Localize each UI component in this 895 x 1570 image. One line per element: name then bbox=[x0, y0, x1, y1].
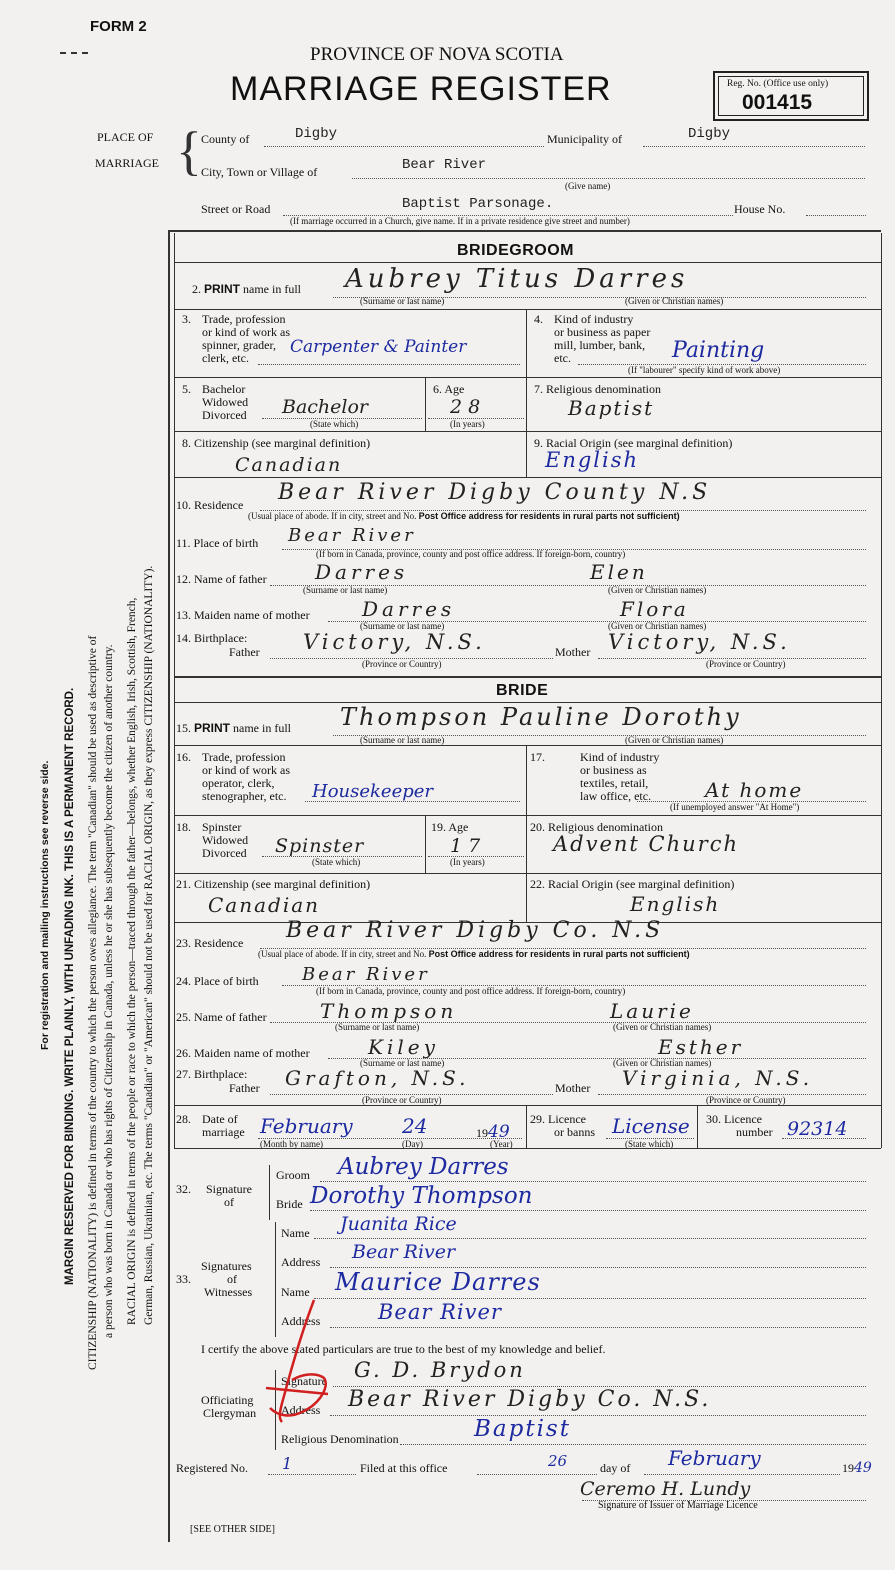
marriage-year-suffix: 49 bbox=[488, 1122, 510, 1142]
groom-birthplace-label: 11. Place of birth bbox=[176, 536, 259, 550]
page-title: MARRIAGE REGISTER bbox=[230, 70, 612, 108]
licence-label-1: 29. Licence bbox=[530, 1112, 586, 1126]
year-note: (Year) bbox=[490, 1139, 513, 1149]
groom-racial: English bbox=[545, 448, 640, 472]
bride-residence-note-bold: Post Office address for residents in rural parts not sufficient) bbox=[428, 949, 690, 959]
groom-print-label: name in full bbox=[243, 282, 301, 296]
marriage-year-prefix: 19 bbox=[476, 1126, 488, 1140]
bride-section-title: BRIDE bbox=[496, 682, 549, 699]
sig-label-1: Signature bbox=[206, 1182, 252, 1196]
marriage-month: February bbox=[260, 1114, 353, 1138]
groom-print-bold: PRINT bbox=[204, 282, 240, 296]
bride-status: Spinster bbox=[275, 835, 365, 857]
date-label-1: Date of bbox=[202, 1112, 238, 1126]
witness-1-name: Juanita Rice bbox=[340, 1213, 457, 1235]
groom-trade: Carpenter & Painter bbox=[290, 337, 467, 357]
bride-bp-mother-label: Mother bbox=[555, 1081, 591, 1095]
margin-instructions: For registration and mailing instructions see reverse side. bbox=[39, 760, 51, 1050]
groom-bp-father-label: Father bbox=[229, 645, 260, 659]
issuer-signature: Ceremo H. Lundy bbox=[580, 1478, 751, 1500]
clergy-signature: G. D. Brydon bbox=[354, 1358, 526, 1382]
licence-no-label-2: number bbox=[736, 1125, 773, 1139]
groom-bp-mother-label: Mother bbox=[555, 645, 591, 659]
bride-status-label-2: Widowed bbox=[202, 833, 249, 847]
groom-industry-label-4: etc. bbox=[554, 351, 571, 365]
bride-status-label-3: Divorced bbox=[202, 846, 247, 860]
sig-label-2: of bbox=[224, 1195, 234, 1209]
bride-bp-father-label: Father bbox=[229, 1081, 260, 1095]
groom-racial-label: 9. Racial Origin (see marginal definition) bbox=[534, 436, 733, 450]
licence-note: (State which) bbox=[625, 1139, 674, 1149]
bride-trade-num: 16. bbox=[176, 750, 191, 764]
groom-residence-label: 10. Residence bbox=[176, 498, 244, 512]
groom-trade-label-3: spinner, grader, bbox=[202, 338, 277, 352]
groom-sig-label: Groom bbox=[276, 1168, 310, 1182]
bride-age-label: 19. Age bbox=[431, 820, 469, 834]
witness-label-1: Signatures bbox=[201, 1259, 252, 1273]
groom-status-label-3: Divorced bbox=[202, 408, 247, 422]
see-other-side: [SEE OTHER SIDE] bbox=[190, 1524, 275, 1535]
red-ink-mark bbox=[262, 1296, 334, 1428]
clergy-denomination: Baptist bbox=[474, 1416, 571, 1442]
house-label: House No. bbox=[734, 202, 786, 216]
reg-number-box bbox=[713, 71, 869, 121]
witness-label-2: of bbox=[227, 1272, 237, 1286]
bride-father-given-note: (Given or Christian names) bbox=[613, 1022, 712, 1032]
margin-citizenship-2: a person who was born in Canada or who has rights of Citizenship in Canada, unless he or she has subsequently become the citizen of another country. bbox=[103, 644, 115, 1338]
registered-label: Registered No. bbox=[176, 1461, 248, 1475]
filed-label: Filed at this office bbox=[360, 1461, 448, 1475]
province-heading: PROVINCE OF NOVA SCOTIA bbox=[310, 44, 564, 65]
bride-print-bold: PRINT bbox=[194, 721, 230, 735]
bride-birthplace-label: 24. Place of birth bbox=[176, 974, 259, 988]
groom-father-surname: Darres bbox=[315, 560, 409, 584]
bride-mother-surname: Kiley bbox=[368, 1035, 439, 1059]
bride-trade-label-1: Trade, profession bbox=[202, 750, 286, 764]
groom-citizen: Canadian bbox=[235, 454, 343, 476]
sig-num: 32. bbox=[176, 1182, 191, 1196]
groom-state-which: (State which) bbox=[310, 419, 359, 429]
bride-trade-label-4: stenographer, etc. bbox=[202, 789, 287, 803]
bride-name: Thompson Pauline Dorothy bbox=[340, 703, 742, 731]
reg-number: 001415 bbox=[742, 91, 813, 114]
groom-status-label-2: Widowed bbox=[202, 395, 249, 409]
w1-address-label: Address bbox=[281, 1255, 321, 1269]
groom-bp-mother: Victory, N.S. bbox=[608, 630, 791, 654]
bride-birthplace-note: (If born in Canada, province, county and post office address. If foreign-born, country) bbox=[316, 986, 626, 996]
groom-labourer-note: (If "labourer" specify kind of work above) bbox=[628, 365, 781, 375]
groom-residence-note: (Usual place of abode. If in city, street and No. bbox=[248, 511, 417, 521]
witness-num: 33. bbox=[176, 1272, 191, 1286]
bride-citizen: Canadian bbox=[208, 893, 321, 917]
groom-age: 28 bbox=[450, 396, 487, 418]
month-note: (Month by name) bbox=[260, 1139, 323, 1149]
groom-religion: Baptist bbox=[568, 396, 655, 420]
groom-status-label-1: Bachelor bbox=[202, 382, 246, 396]
certify-statement: I certify the above stated particulars are true to the best of my knowledge and belief. bbox=[201, 1342, 606, 1356]
bride-father-label: 25. Name of father bbox=[176, 1010, 267, 1024]
city-value: Bear River bbox=[402, 157, 487, 173]
bride-religion: Advent Church bbox=[553, 832, 739, 856]
groom-bp-label: 14. Birthplace: bbox=[176, 631, 248, 645]
groom-bp-father-note: (Province or Country) bbox=[362, 659, 442, 669]
groom-mother-surname-note: (Surname or last name) bbox=[360, 621, 445, 631]
date-label-2: marriage bbox=[202, 1125, 245, 1139]
issuer-label: Signature of Issuer of Marriage Licence bbox=[598, 1500, 758, 1511]
margin-citizenship-1: CITIZENSHIP (NATIONALITY) is defined in terms of the country to which the person owes allegiance. The term "Canadian" should be used as descriptive of bbox=[87, 635, 99, 1370]
w2-name-label: Name bbox=[281, 1285, 310, 1299]
bride-given-note: (Given or Christian names) bbox=[625, 735, 724, 745]
groom-mother-surname: Darres bbox=[362, 597, 456, 621]
groom-bp-mother-note: (Province or Country) bbox=[706, 659, 786, 669]
street-note: (If marriage occurred in a Church, give name. If in a private residence give street and number) bbox=[290, 216, 630, 226]
groom-trade-num: 3. bbox=[182, 312, 191, 326]
bride-father-surname-note: (Surname or last name) bbox=[335, 1022, 420, 1032]
margin-binding: MARGIN RESERVED FOR BINDING. WRITE PLAINLY, WITH UNFADING INK. THIS IS A PERMANENT RECORD. bbox=[64, 687, 76, 1285]
groom-bp-father: Victory, N.S. bbox=[303, 630, 486, 654]
groom-surname-note: (Surname or last name) bbox=[360, 296, 445, 306]
groom-residence-note-bold: Post Office address for residents in rural parts not sufficient) bbox=[418, 511, 680, 521]
groom-name: Aubrey Titus Darres bbox=[345, 264, 689, 294]
groom-age-label: 6. Age bbox=[433, 382, 465, 396]
bride-industry-label-1: Kind of industry bbox=[580, 750, 660, 764]
bride-residence-label: 23. Residence bbox=[176, 936, 244, 950]
groom-residence: Bear River Digby County N.S bbox=[278, 480, 712, 505]
licence-number: 92314 bbox=[787, 1118, 848, 1140]
place-heading-1: PLACE OF bbox=[97, 130, 154, 144]
bride-industry-label-4: law office, etc. bbox=[580, 789, 652, 803]
bride-status-label-1: Spinster bbox=[202, 820, 242, 834]
bride-surname-note: (Surname or last name) bbox=[360, 735, 445, 745]
witness-1-address: Bear River bbox=[352, 1241, 456, 1263]
reg-label: Reg. No. bbox=[727, 79, 762, 89]
groom-mother-label: 13. Maiden name of mother bbox=[176, 608, 310, 622]
registered-number: 1 bbox=[282, 1454, 293, 1473]
groom-birthplace-note: (If born in Canada, province, county and post office address. If foreign-born, country) bbox=[316, 549, 626, 559]
bride-citizen-label: 21. Citizenship (see marginal definition) bbox=[176, 877, 371, 891]
marriage-day: 24 bbox=[402, 1114, 428, 1138]
bride-religion-label: 20. Religious denomination bbox=[530, 820, 663, 834]
bride-bp-mother-note: (Province or Country) bbox=[706, 1095, 786, 1105]
w2-address-label: Address bbox=[281, 1314, 321, 1328]
bride-mother-label: 26. Maiden name of mother bbox=[176, 1046, 310, 1060]
bride-residence: Bear River Digby Co. N.S bbox=[286, 918, 665, 943]
groom-religion-label: 7. Religious denomination bbox=[534, 382, 661, 396]
day-of-label: day of bbox=[600, 1461, 631, 1475]
groom-father-given: Elen bbox=[590, 560, 648, 584]
bride-print-label: name in full bbox=[233, 721, 291, 735]
bride-residence-note: (Usual place of abode. If in city, street and No. bbox=[258, 949, 427, 959]
licence-label-2: or banns bbox=[554, 1125, 595, 1139]
groom-print-num: 2. bbox=[192, 282, 201, 296]
groom-industry-num: 4. bbox=[534, 312, 543, 326]
witness-2-address: Bear River bbox=[378, 1300, 502, 1324]
clergy-denomination-label: Religious Denomination bbox=[281, 1432, 399, 1446]
witness-2-name: Maurice Darres bbox=[335, 1268, 541, 1296]
clergy-address-label: Address bbox=[281, 1403, 321, 1417]
street-label: Street or Road bbox=[201, 202, 271, 216]
bride-racial: English bbox=[630, 892, 721, 916]
groom-industry-label-1: Kind of industry bbox=[554, 312, 634, 326]
bride-in-years: (In years) bbox=[450, 857, 485, 867]
bride-racial-label: 22. Racial Origin (see marginal definition) bbox=[530, 877, 735, 891]
filed-month: February bbox=[668, 1446, 761, 1470]
corner-mark bbox=[60, 52, 88, 54]
groom-status: Bachelor bbox=[282, 396, 369, 418]
groom-mother-given-note: (Given or Christian names) bbox=[608, 621, 707, 631]
county-value: Digby bbox=[295, 126, 338, 142]
form-number: FORM 2 bbox=[90, 18, 147, 35]
county-label: County of bbox=[201, 132, 250, 146]
clergy-label-2: Clergyman bbox=[203, 1406, 257, 1420]
groom-trade-label-1: Trade, profession bbox=[202, 312, 286, 326]
bride-mother-surname-note: (Surname or last name) bbox=[360, 1058, 445, 1068]
bride-mother-given-note: (Given or Christian names) bbox=[613, 1058, 712, 1068]
groom-status-num: 5. bbox=[182, 382, 191, 396]
witness-label-3: Witnesses bbox=[204, 1285, 253, 1299]
groom-birthplace: Bear River bbox=[288, 525, 416, 546]
groom-trade-label-2: or kind of work as bbox=[202, 325, 290, 339]
bride-trade-label-2: or kind of work as bbox=[202, 763, 290, 777]
filed-year-suffix: 49 bbox=[854, 1460, 872, 1476]
groom-father-surname-note: (Surname or last name) bbox=[303, 585, 388, 595]
groom-citizen-label: 8. Citizenship (see marginal definition) bbox=[182, 436, 371, 450]
bride-bp-label: 27. Birthplace: bbox=[176, 1067, 248, 1081]
street-value: Baptist Parsonage. bbox=[402, 196, 554, 212]
bride-print-num: 15. bbox=[176, 721, 191, 735]
date-num: 28. bbox=[176, 1112, 191, 1126]
bride-trade: Housekeeper bbox=[312, 781, 434, 802]
bride-trade-label-3: operator, clerk, bbox=[202, 776, 275, 790]
groom-father-given-note: (Given or Christian names) bbox=[608, 585, 707, 595]
bride-industry-num: 17. bbox=[530, 750, 545, 764]
groom-mother-given: Flora bbox=[620, 597, 689, 621]
place-heading-2: MARRIAGE bbox=[95, 156, 160, 170]
filed-year-prefix: 19 bbox=[842, 1461, 854, 1475]
groom-in-years: (In years) bbox=[450, 419, 485, 429]
margin-racial-1: RACIAL ORIGIN is defined in terms of the people or race to which the person—traced through the father—belongs, whether English, Irish, Scottish, French, bbox=[126, 597, 138, 1325]
bride-industry: At home bbox=[705, 778, 804, 802]
groom-trade-label-4: clerk, etc. bbox=[202, 351, 249, 365]
groom-industry-label-3: mill, lumber, bank, bbox=[554, 338, 646, 352]
bride-status-num: 18. bbox=[176, 820, 191, 834]
groom-section-title: BRIDEGROOM bbox=[457, 242, 574, 259]
bride-bp-mother: Virginia, N.S. bbox=[622, 1066, 814, 1090]
give-name-note: (Give name) bbox=[565, 181, 611, 191]
licence-no-label-1: 30. Licence bbox=[706, 1112, 762, 1126]
bride-sig-label: Bride bbox=[276, 1197, 303, 1211]
brace: { bbox=[176, 121, 202, 181]
clergy-address: Bear River Digby Co. N.S. bbox=[348, 1387, 712, 1412]
clergy-label-1: Officiating bbox=[201, 1393, 254, 1407]
bride-birthplace: Bear River bbox=[302, 964, 430, 985]
city-label: City, Town or Village of bbox=[201, 165, 318, 179]
bride-father-given: Laurie bbox=[610, 999, 694, 1023]
groom-industry-label-2: or business as paper bbox=[554, 325, 651, 339]
bride-mother-given: Esther bbox=[658, 1035, 744, 1059]
w1-name-label: Name bbox=[281, 1226, 310, 1240]
licence-type: License bbox=[612, 1114, 690, 1138]
bride-signature: Dorothy Thompson bbox=[310, 1183, 533, 1209]
municipality-label: Municipality of bbox=[547, 132, 622, 146]
bride-bp-father-note: (Province or Country) bbox=[362, 1095, 442, 1105]
clergy-signature-label: Signature bbox=[281, 1374, 327, 1388]
bride-bp-father: Grafton, N.S. bbox=[285, 1066, 470, 1090]
groom-given-note: (Given or Christian names) bbox=[625, 296, 724, 306]
bride-unemployed-note: (If unemployed answer "At Home") bbox=[670, 802, 800, 812]
bride-industry-label-3: textiles, retail, bbox=[580, 776, 649, 790]
groom-signature: Aubrey Darres bbox=[338, 1154, 509, 1180]
groom-industry: Painting bbox=[672, 338, 765, 363]
municipality-value: Digby bbox=[688, 126, 731, 142]
filed-day: 26 bbox=[548, 1452, 568, 1470]
bride-state-which: (State which) bbox=[312, 857, 361, 867]
bride-age: 17 bbox=[450, 835, 487, 857]
groom-father-label: 12. Name of father bbox=[176, 572, 267, 586]
day-note: (Day) bbox=[402, 1139, 423, 1149]
reg-office-label: (Office use only) bbox=[763, 79, 829, 89]
bride-father-surname: Thompson bbox=[320, 999, 458, 1023]
margin-racial-2: German, Russian, Ukrainian, etc. The terms "Canadian" or "American" should not be used for RACIAL ORIGIN, as they express CITIZENSHIP (NATIONALITY). bbox=[143, 565, 155, 1325]
bride-industry-label-2: or business as bbox=[580, 763, 647, 777]
